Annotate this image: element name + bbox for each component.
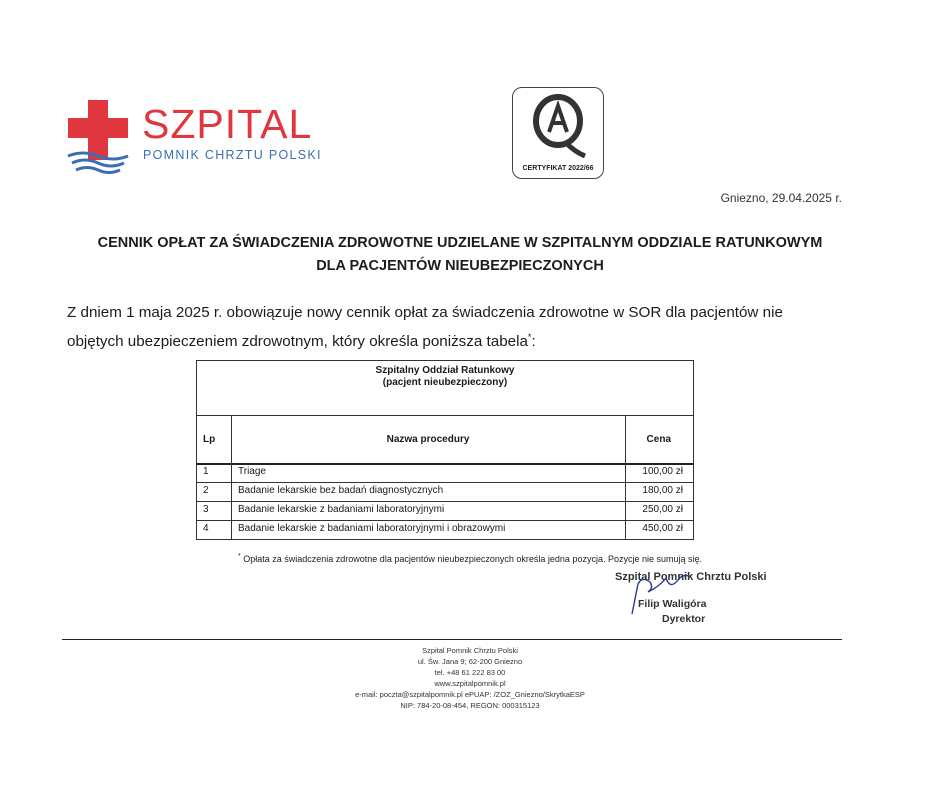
table-row-price: 100,00 zł: [642, 466, 683, 477]
footnote-text: Opłata za świadczenia zdrowotne dla pacjentów nieubezpieczonych określa jedna pozycja. Pozycje nie sumują się.: [240, 554, 702, 564]
footer-contact: [250, 645, 690, 711]
quality-q-icon: [527, 92, 589, 158]
table-row-price: 180,00 zł: [642, 485, 683, 496]
certificate-label: CERTYFIKAT 2022/66: [522, 165, 594, 172]
document-title-line-1: CENNIK OPŁAT ZA ŚWIADCZENIA ZDROWOTNE UDZIELANE W SZPITALNYM ODDZIALE RATUNKOWYM: [97, 235, 823, 251]
handwritten-signature: [620, 570, 700, 618]
table-row-name: Badanie lekarskie z badaniami laboratoryjnymi i obrazowymi: [238, 523, 506, 534]
footnote-marker: *: [238, 553, 241, 560]
price-table: [196, 360, 694, 540]
table-divider: [197, 463, 693, 465]
table-column-divider: [625, 415, 626, 539]
footer-divider: [62, 639, 842, 640]
quality-certificate-badge: [512, 87, 604, 179]
column-header-price: Cena: [646, 434, 671, 445]
column-header-lp: Lp: [203, 434, 216, 445]
footer-line: Szpital Pomnik Chrztu Polski: [422, 646, 518, 655]
table-heading-line-2: (pacjent nieubezpieczony): [382, 377, 508, 388]
document-date: Gniezno, 29.04.2025 r.: [720, 191, 842, 205]
hospital-logo: [66, 98, 322, 176]
column-header-name: Nazwa procedury: [386, 434, 470, 445]
intro-line-2: [67, 325, 857, 354]
footer-line: tel. +48 61 222 83 00: [434, 668, 506, 677]
intro-footnote-marker: *: [527, 332, 532, 342]
footer-line: e-mail: poczta@szpitalpomnik.pl ePUAP: /ZOZ_Gniezno/SkrytkaESP: [355, 690, 585, 699]
table-row-lp: 3: [203, 504, 209, 515]
table-row-price: 250,00 zł: [642, 504, 683, 515]
footer-line: ul. Św. Jana 9; 62-200 Gniezno: [417, 657, 523, 666]
table-row-name: Badanie lekarskie bez badań diagnostycznych: [238, 485, 444, 496]
logo-name: SZPITAL: [142, 101, 313, 147]
table-row-lp: 2: [203, 485, 209, 496]
table-heading-line-1: Szpitalny Oddział Ratunkowy: [375, 365, 515, 376]
table-row-name: Triage: [238, 466, 266, 477]
logo-subtitle: POMNIK CHRZTU POLSKI: [143, 148, 322, 162]
table-divider: [197, 415, 693, 416]
signature-organization: Szpital Pomnik Chrztu Polski: [615, 571, 767, 583]
table-row-lp: 1: [203, 466, 209, 477]
signature-role: Dyrektor: [662, 613, 706, 625]
footer-line: NIP: 784-20-08-454, REGON: 000315123: [400, 701, 540, 710]
document-title-line-2: DLA PACJENTÓW NIEUBEZPIECZONYCH: [316, 258, 604, 274]
footer-line: www.szpitalpomnik.pl: [434, 679, 506, 688]
signature-name: Filip Waligóra: [638, 598, 707, 610]
table-heading: [197, 361, 693, 415]
table-row-name: Badanie lekarskie z badaniami laboratoryjnymi: [238, 504, 445, 515]
intro-line-2-text: objętych ubezpieczeniem zdrowotnym, który określa poniższa tabela: [67, 333, 528, 351]
red-cross-icon: [66, 98, 136, 176]
table-row-lp: 4: [203, 523, 209, 534]
intro-line-1: Z dniem 1 maja 2025 r. obowiązuje nowy cennik opłat za świadczenia zdrowotne w SOR dla pacjentów nie: [67, 304, 783, 321]
intro-paragraph: [67, 300, 857, 354]
signature-block: [600, 568, 780, 628]
table-row-price: 450,00 zł: [642, 523, 683, 534]
footnote: [60, 553, 880, 564]
intro-line-2-end: :: [531, 333, 536, 351]
